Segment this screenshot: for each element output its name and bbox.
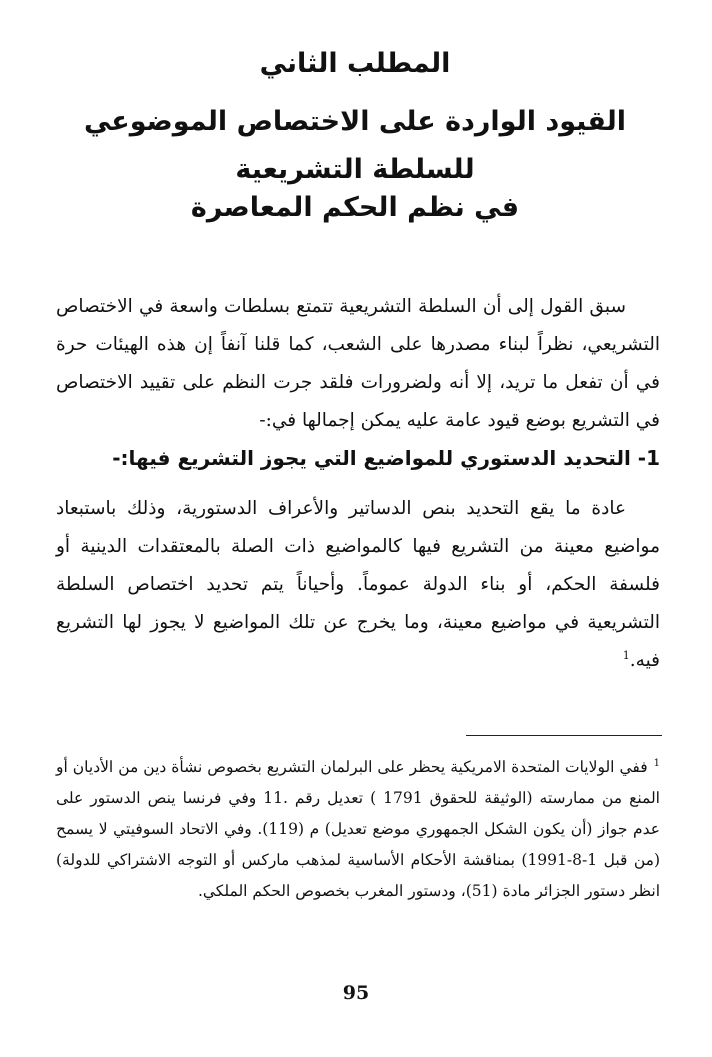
footnote-divider [466,735,662,736]
page-subtitle: في نظم الحكم المعاصرة [190,192,520,223]
intro-paragraph [56,288,660,440]
section-text: عادة ما يقع التحديد بنص الدساتير والأعراف الدستورية، وذلك باستبعاد مواضيع معينة من التشريع فيها كالمواضيع ذات الصلة بالمعتقدات الدينية أو فلسفة الحكم، أو بناء الدولة عموماً. وأحياناً يتم تحديد اختصاص السلطة التشريعية في مواضيع معينة، وما يخرج عن تلك المواضيع لا يجوز لها التشريع فيه. [56,498,660,671]
footnote-block [56,752,660,907]
section-label: المطلب الثاني [259,48,451,79]
footnote-reference[interactable]: 1 [622,648,630,662]
footnote-number: 1 [653,757,660,769]
section-paragraph-body [56,490,660,680]
section-heading: 1- التحديد الدستوري للمواضيع التي يجوز التشريع فيها:- [112,446,660,470]
section-paragraph [56,490,660,680]
intro-text: سبق القول إلى أن السلطة التشريعية تتمتع بسلطات واسعة في الاختصاص التشريعي، نظراً لبناء مصدرها على الشعب، كما قلنا آنفاً إن هذه الهيئات حرة في أن تفعل ما تريد، إلا أنه ولضرورات فلقد جرت النظم على تقييد الاختصاص في التشريع بوضع قيود عامة عليه يمكن إجمالها في:- [56,296,660,431]
page-title: القيود الواردة على الاختصاص الموضوعي للسلطة التشريعية [83,106,627,185]
footnote-text: ففي الولايات المتحدة الامريكية يحظر على البرلمان التشريع بخصوص نشأة دين من الأديان أو المنع من ممارسته (الوثيقة للحقوق 1791 ) تعديل رقم .11 وفي فرنسا ينص الدستور على عدم جواز (أن يكون الشكل الجمهوري موضع تعديل) م (119). وفي الاتحاد السوفيتي لا يسمح (من قبل 1-8-1991) بمناقشة الأحكام الأساسية لمذهب ماركس أو التوجه الاشتراكي للدولة) انظر دستور الجزائر مادة (51)، ودستور المغرب بخصوص الحكم الملكي. [56,758,660,900]
footnote-entry [56,752,660,907]
page-number: 95 [342,982,370,1004]
